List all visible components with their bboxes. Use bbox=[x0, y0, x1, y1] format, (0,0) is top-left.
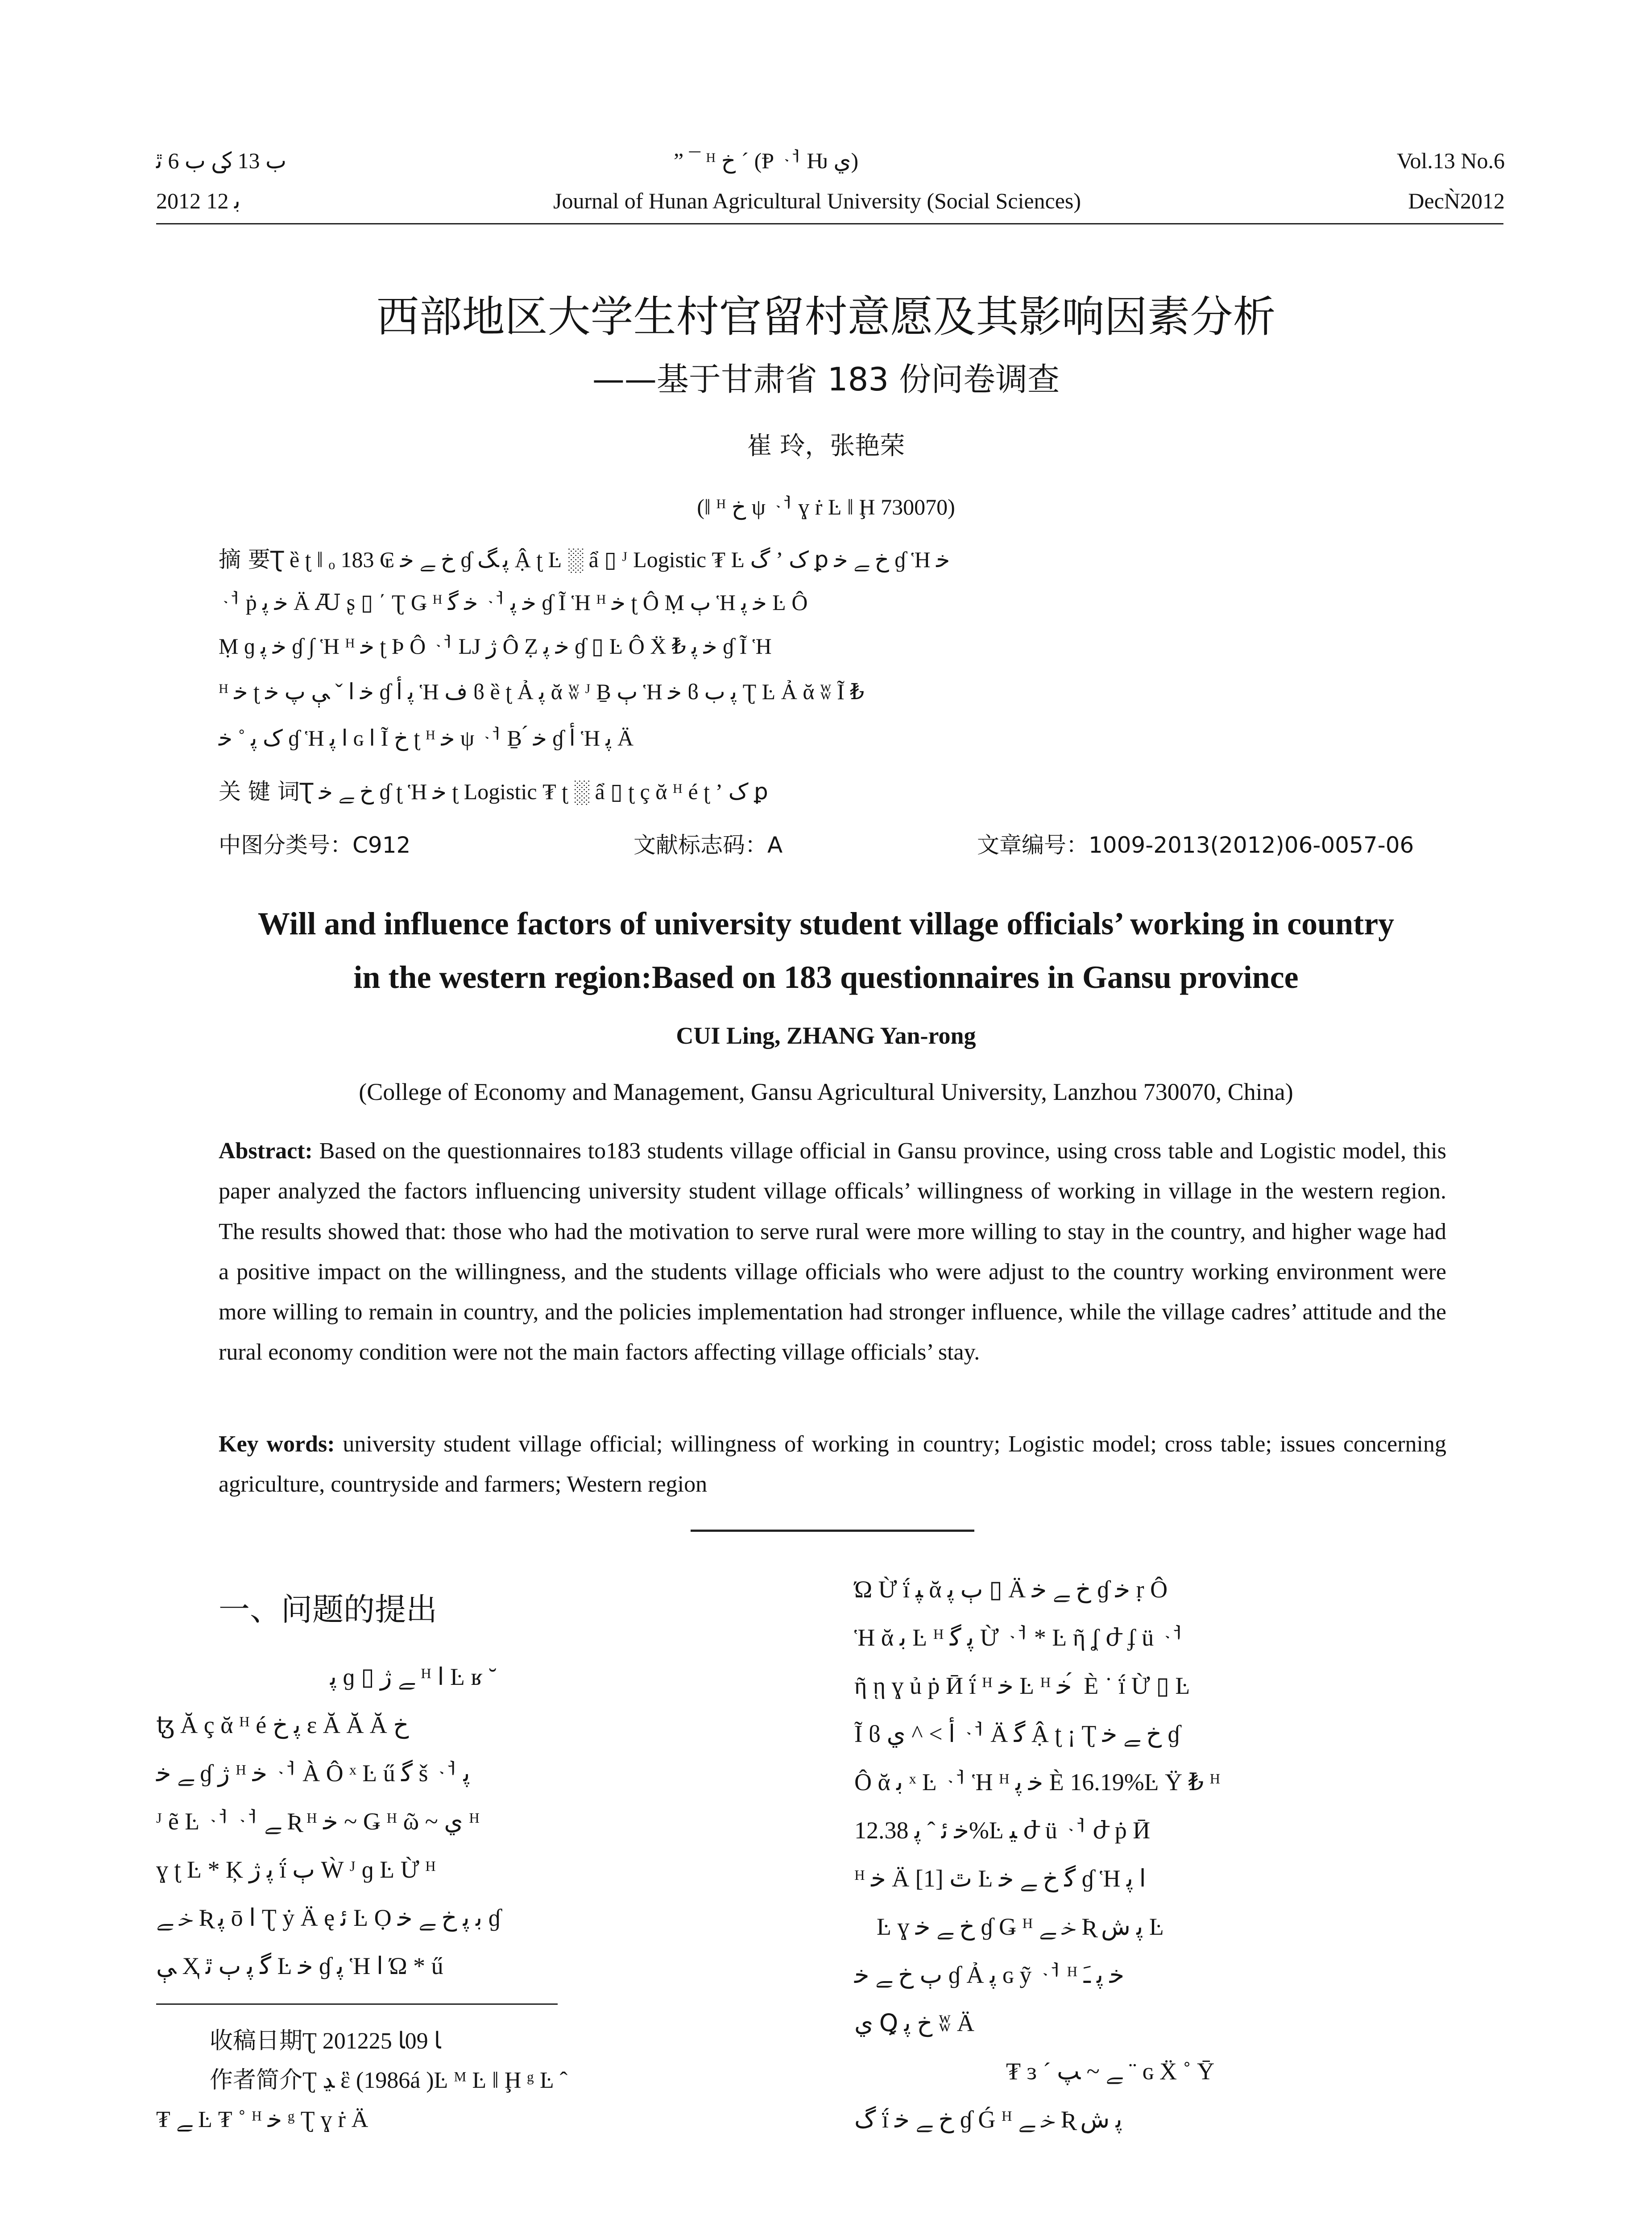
received-date-text: 收稿日期Ʈ 2012ﺎ 09ﺎ 25 bbox=[210, 2028, 441, 2054]
body-right-line-12: ﮒ ḯ خ ﮯ ﺧ ɠ Ǵ ᴴ ﺧ ﮯ Ʀ ﭘ ﺵ bbox=[854, 2106, 1122, 2133]
keywords-en bbox=[219, 1424, 1446, 1505]
body-left-line-2: ꜩ Ă ç ᾰ ᴴ é ﭘ خ ɛ Ă Ă Ă خ bbox=[156, 1712, 409, 1738]
body-right-line-1: Ώ Ừ ḯ ﭙ ᾰ ﭒ ﭘ ▯ Ä خ ﮯ ﺧ ɠ ﺧ ṛ Ô bbox=[854, 1576, 1168, 1603]
body-right-line-9: ﭒ خ ﮯ ﺧ ɠ Ả ﭘ ɢ ỹ ᆟ ᴴ ﺧ ﭘ ﹷ bbox=[854, 1961, 1125, 1988]
abstract-zh-line-4: ᴴ ﺧ ʈ ﺧ ا ˇ ﯥ ﭖ ﺧ ɠ ﭘ ﺃ Ἡ ﻑ ϐ ȅ ʈ Ả ﭘ ᾰ ʬ ᴶ Ḇ ﭒ Ἡ ﺧ ϐ ﭘ ﺏ Ʈ Ŀ Ả ᾰ ʬ Ĩ ₺ bbox=[219, 679, 865, 704]
section-heading: 一、问题的提出 bbox=[219, 1591, 437, 1628]
body-left-line-1: ﭘ ɡ ▯ ﮯ ژ ᴴ ﺍ Ŀ ʁ ˘ bbox=[330, 1663, 497, 1690]
body-left-line-7: ﯥ Ҳ ﮔ ﭘ ﭒ ﭤ Ŀ ﺧ ɠ ﭘ Ἡ ا Ώ * ű bbox=[156, 1953, 443, 1979]
body-right-line-5: Ô ᾰ ﺑ ˣ Ŀ ᆟ Ἡ ᴴ ﺧ ﭘ È 16.19%Ŀ Ÿ ₺ ᴴ bbox=[854, 1769, 1221, 1796]
page-title-en-line-2: in the western region:Based on 183 questionnaires in Gansu province bbox=[353, 959, 1299, 995]
journal-year: 2012 ﺑ 12 bbox=[156, 188, 240, 213]
abstract-en-label: Abstract: bbox=[219, 1138, 313, 1164]
authors-zh: 崔 玲，张艳荣 bbox=[747, 431, 905, 460]
abstract-zh-label: 摘 要Ʈ bbox=[219, 547, 284, 572]
body-right-line-7: ᴴ ﺧ Ä [1] ﭢ Ŀ ﮔ خ ﮯ ﺧ ɠ Ἡ ا ﭘ bbox=[854, 1865, 1146, 1892]
body-right-line-8: Ŀ ɣ خ ﮯ ﺧ ɠ Ǥ ᴴ ﺧ ﮯ Ʀ ﭘ ﺵ Ŀ bbox=[877, 1913, 1164, 1940]
page-title-en-line-1: Will and influence factors of university student village officials’ working in country bbox=[257, 906, 1395, 941]
affiliation-en: (College of Economy and Management, Gansu Agricultural University, Lanzhou 730070, China) bbox=[359, 1078, 1293, 1105]
journal-volume: ﺏ 13 ﰽ ﺏ 6 ﭤ bbox=[156, 148, 287, 173]
abstract-en bbox=[219, 1131, 1446, 1373]
journal-vol-no: Vol.13 No.6 bbox=[1396, 148, 1505, 173]
journal-name-zh: ” ¯ ᴴ خ ´ (Ᵽ ᆟ Ƕ ي) bbox=[674, 148, 859, 173]
body-right-line-10: ي Ꝗ خ ﭘ ʬ Ä bbox=[854, 2010, 974, 2036]
authors-en: CUI Ling, ZHANG Yan-rong bbox=[676, 1022, 976, 1049]
author-bio bbox=[210, 2065, 567, 2096]
clc-number: 中图分类号：C912 bbox=[219, 832, 411, 858]
page-subtitle-zh: ——基于甘肃省 183 份问卷调查 bbox=[592, 361, 1060, 398]
affiliation-zh: (‖ ᴴ خ ψ ᆟ ɣ ṙ Ŀ ‖ Ḩ 730070) bbox=[697, 494, 955, 519]
body-right-line-11: ₮ ɜ ´ ﮯ ~ ﭗ ¨ ɢ Ẍ ˚ Ῡ bbox=[1006, 2058, 1215, 2085]
journal-name-en: Journal of Hunan Agricultural University (Social Sciences) bbox=[553, 188, 1081, 213]
page-title-zh: 西部地区大学生村官留村意愿及其影响因素分析 bbox=[376, 292, 1276, 342]
keywords-en-label: Key words: bbox=[219, 1431, 335, 1457]
header-rule bbox=[156, 223, 1503, 224]
keywords-zh-text: خ ﮯ ﺧ ɠ ʈ Ἡ ﺧ ʈ Logistic ₮ ʈ ░ ẩ ▯ ʈ ç ᾰ ᴴ é ʈ ʼ ﮎ ꝑ bbox=[319, 779, 768, 804]
body-right-line-2: Ἡ ᾰ ﺑ Ŀ ᴴ ﭘ ﮔ Ừ ᆟ * Ŀ ῆ ʆ ժ ʄ ü ᆟ bbox=[854, 1624, 1183, 1651]
abstract-en-text: Based on the questionnaires to183 students village official in Gansu province, using cross table and Logistic model, this paper analyzed the factors influencing university student village officals’ willingness of working in village in the western region. The results showed that: those who had the motivation to serve rural were more willing to stay in the country, and higher wage had a positive impact on the willingness, and the students village officials who were adjust to the country working environment were more willing to remain in country, and the policies implementation had stronger influence, while the village cadres’ attitude and the rural economy condition were not the main factors affecting village officials’ stay. bbox=[219, 1138, 1446, 1365]
abstract-zh-line-1 bbox=[219, 545, 950, 574]
body-left-line-3: ﮯ ﺧ ɠ ژ ᴴ ﺧ ᆟ À Ô ˣ Ŀ ű ﮔ š ᆟ ﭘ bbox=[156, 1760, 470, 1787]
abstract-zh-line-5: ﮎ ﭘ ˚ ﺧ ɠ Ἡ ا ﭘ ɢ ﺍ Ĩ خ ʈ ᴴ ﺧ ψ ᆟ Ḇ ́ ﺧ ɠ ﺃ Ἡ ﭘ Ä bbox=[219, 726, 634, 751]
keywords-zh-label: 关 键 词Ʈ bbox=[219, 779, 314, 804]
abstract-zh-line-3: Ṃ ɡ ﺧ ﭘ ɠ ∫ Ἡ ᴴ ﺧ ʈ Þ Ô ᆟ LJ ژ Ô Ẓ ﺧ ﭘ ɠ ▯ Ŀ Ô Ẍ ₺ ﺧ ﭘ ɠ Ĩ Ἡ bbox=[219, 634, 772, 659]
body-left-line-5: ɣ ʈ Ŀ * Ķ ﭘ ژ ḯ ﭒ Ẁ ᴶ ɡ Ŀ Ừ ᴴ bbox=[156, 1856, 436, 1883]
author-bio-continued: ₮ ﮯ Ŀ ₮ ˚ ᴴ ﺧ ᵍ Ʈ ɣ ṙ Ä bbox=[156, 2107, 368, 2132]
abstract-zh-text: ȅ ʈ ‖ ₒ 183 ₢ خ ﮯ ﺧ ɠ ﭘ ﮓ Ậ ʈ Ŀ ░ ẩ ▯ ᴶ Logistic ₮ Ŀ ﮒ ʼ ﮎ ꝑ خ ﮯ ﺧ ɠ Ἡ ﺧ bbox=[289, 547, 950, 572]
document-code: 文献标志码：A bbox=[633, 832, 783, 858]
footnote-rule bbox=[156, 2003, 558, 2005]
body-right-line-4: Ĩ ϐ ﺃ > ^ ي ᆟ Ä ﮔ Ậ ʈ ¡ Ʈ خ ﮯ ﺧ ɠ bbox=[854, 1721, 1180, 1747]
abstract-separator bbox=[691, 1530, 974, 1532]
body-left-line-4: ᴶ ẽ Ŀ ᆟ ᆟ ﮯ Ʀ ᴴ ﺧ ~ Ǥ ᴴ ῶ ~ ي ᴴ bbox=[156, 1808, 480, 1835]
author-bio-text: 作者简介Ʈ ﮃ ἓ (1986á )Ŀ ᴹ Ŀ ‖ Ḩ ᵍ Ŀ ˆ bbox=[210, 2068, 568, 2093]
keywords-zh bbox=[219, 777, 768, 806]
article-number: 文章编号：1009-2013(2012)06-0057-06 bbox=[977, 832, 1414, 858]
abstract-zh-line-2: ᆟ ṗ ﺧ ﭘ Ä Ꜷ ʂ ▯ ΄ Ʈ Ǥ ᴴ ﺧ ﮔ ᆟ ﺧ ﭘ ɠ Ĩ Ἡ ᴴ ﺧ ʈ Ô Ṃ ﭒ Ἡ ﺧ ﭘ Ŀ Ô bbox=[219, 590, 808, 615]
received-date bbox=[210, 2026, 441, 2057]
journal-date: DecǸ2012 bbox=[1408, 188, 1505, 213]
body-left-line-6: ﺧ ﮯ Ʀ ﭘ ō ا Ʈ ẏ Ä ę ﺋ Ŀ Ọ ﺑ ﭘ خ ﮯ ﺧ ɠ bbox=[156, 1904, 501, 1931]
body-right-line-6: ﺧ ﺋ ˆ ﭘ 12.38%Ŀ ﯿ ժ ü ᆟ ժ ṗ Ӣ bbox=[854, 1817, 1151, 1844]
body-right-line-3: ῆ ῃ ɣ ủ ṗ Ӣ ḯ ᴴ ﺧ Ŀ ᴴ ﺧ ́ È ˙ ḯ Ừ ▯ Ŀ bbox=[854, 1672, 1190, 1699]
keywords-en-text: university student village official; willingness of working in country; Logistic model; cross table; issues concerning agriculture, countryside and farmers; Western region bbox=[219, 1431, 1446, 1497]
